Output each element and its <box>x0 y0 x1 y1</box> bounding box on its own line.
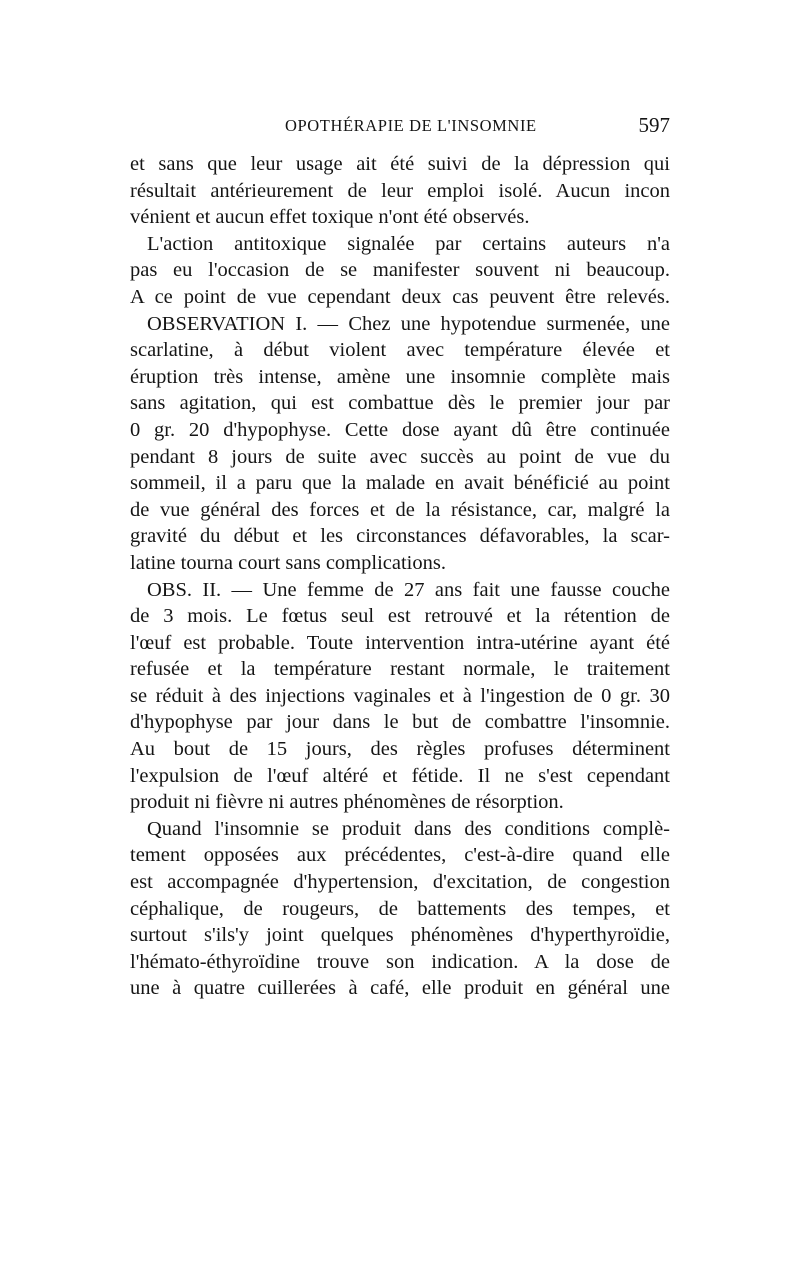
text-line: tement opposées aux précédentes, c'est-à-dire quand elle <box>130 844 670 867</box>
text-line: de 3 mois. Le fœtus seul est retrouvé et la rétention de <box>130 605 670 628</box>
text-line: l'œuf est probable. Toute intervention intra-utérine ayant été <box>130 631 670 654</box>
running-header <box>130 113 670 138</box>
text-line: éruption très intense, amène une insomnie complète mais <box>130 365 670 388</box>
text-line: l'expulsion de l'œuf altéré et fétide. Il ne s'est cependant <box>130 764 670 787</box>
text-line: une à quatre cuillerées à café, elle produit en général une <box>130 977 670 1000</box>
text-line: est accompagnée d'hypertension, d'excitation, de congestion <box>130 871 670 894</box>
observation-heading-line: OBS. II. — Une femme de 27 ans fait une fausse couche <box>147 578 670 601</box>
text-line: se réduit à des injections vaginales et à l'ingestion de 0 gr. 30 <box>130 684 670 707</box>
text-line: sans agitation, qui est combattue dès le premier jour par <box>130 392 670 415</box>
text-line: 0 gr. 20 d'hypophyse. Cette dose ayant dû être continuée <box>130 418 670 441</box>
text-line: surtout s'ils'y joint quelques phénomènes d'hyperthyroïdie, <box>130 924 670 947</box>
text-line: sommeil, il a paru que la malade en avait bénéficié au point <box>130 472 670 495</box>
text-line: de vue général des forces et de la résistance, car, malgré la <box>130 498 670 521</box>
observation-heading-line: OBSERVATION I. — Chez une hypotendue surmenée, une <box>147 312 670 335</box>
text-line: Au bout de 15 jours, des règles profuses déterminent <box>130 738 670 761</box>
text-line: pas eu l'occasion de se manifester souvent ni beaucoup. <box>130 259 670 282</box>
text-line: céphalique, de rougeurs, de battements des tempes, et <box>130 897 670 920</box>
text-line: refusée et la température restant normale, le traitement <box>130 658 670 681</box>
running-title: OPOTHÉRAPIE DE L'INSOMNIE <box>285 116 537 135</box>
text-line: Quand l'insomnie se produit dans des conditions complè- <box>147 817 670 840</box>
text-line: l'hémato-éthyroïdine trouve son indication. A la dose de <box>130 950 670 973</box>
text-line: scarlatine, à début violent avec température élevée et <box>130 339 670 362</box>
text-line: A ce point de vue cependant deux cas peuvent être relevés. <box>130 285 670 308</box>
body-text <box>130 151 670 1002</box>
text-line: latine tourna court sans complications. <box>130 551 446 574</box>
text-line: gravité du début et les circonstances défavorables, la scar- <box>130 525 670 548</box>
text-line: vénient et aucun effet toxique n'ont été observés. <box>130 206 530 229</box>
text-line: et sans que leur usage ait été suivi de la dépression qui <box>130 153 670 175</box>
text-line: résultait antérieurement de leur emploi isolé. Aucun incon <box>130 179 670 202</box>
text-line: pendant 8 jours de suite avec succès au point de vue du <box>130 445 670 468</box>
page-number: 597 <box>638 113 670 137</box>
text-line: d'hypophyse par jour dans le but de combattre l'insomnie. <box>130 711 670 734</box>
text-line: L'action antitoxique signalée par certains auteurs n'a <box>147 232 670 255</box>
text-line: produit ni fièvre ni autres phénomènes de résorption. <box>130 791 564 814</box>
